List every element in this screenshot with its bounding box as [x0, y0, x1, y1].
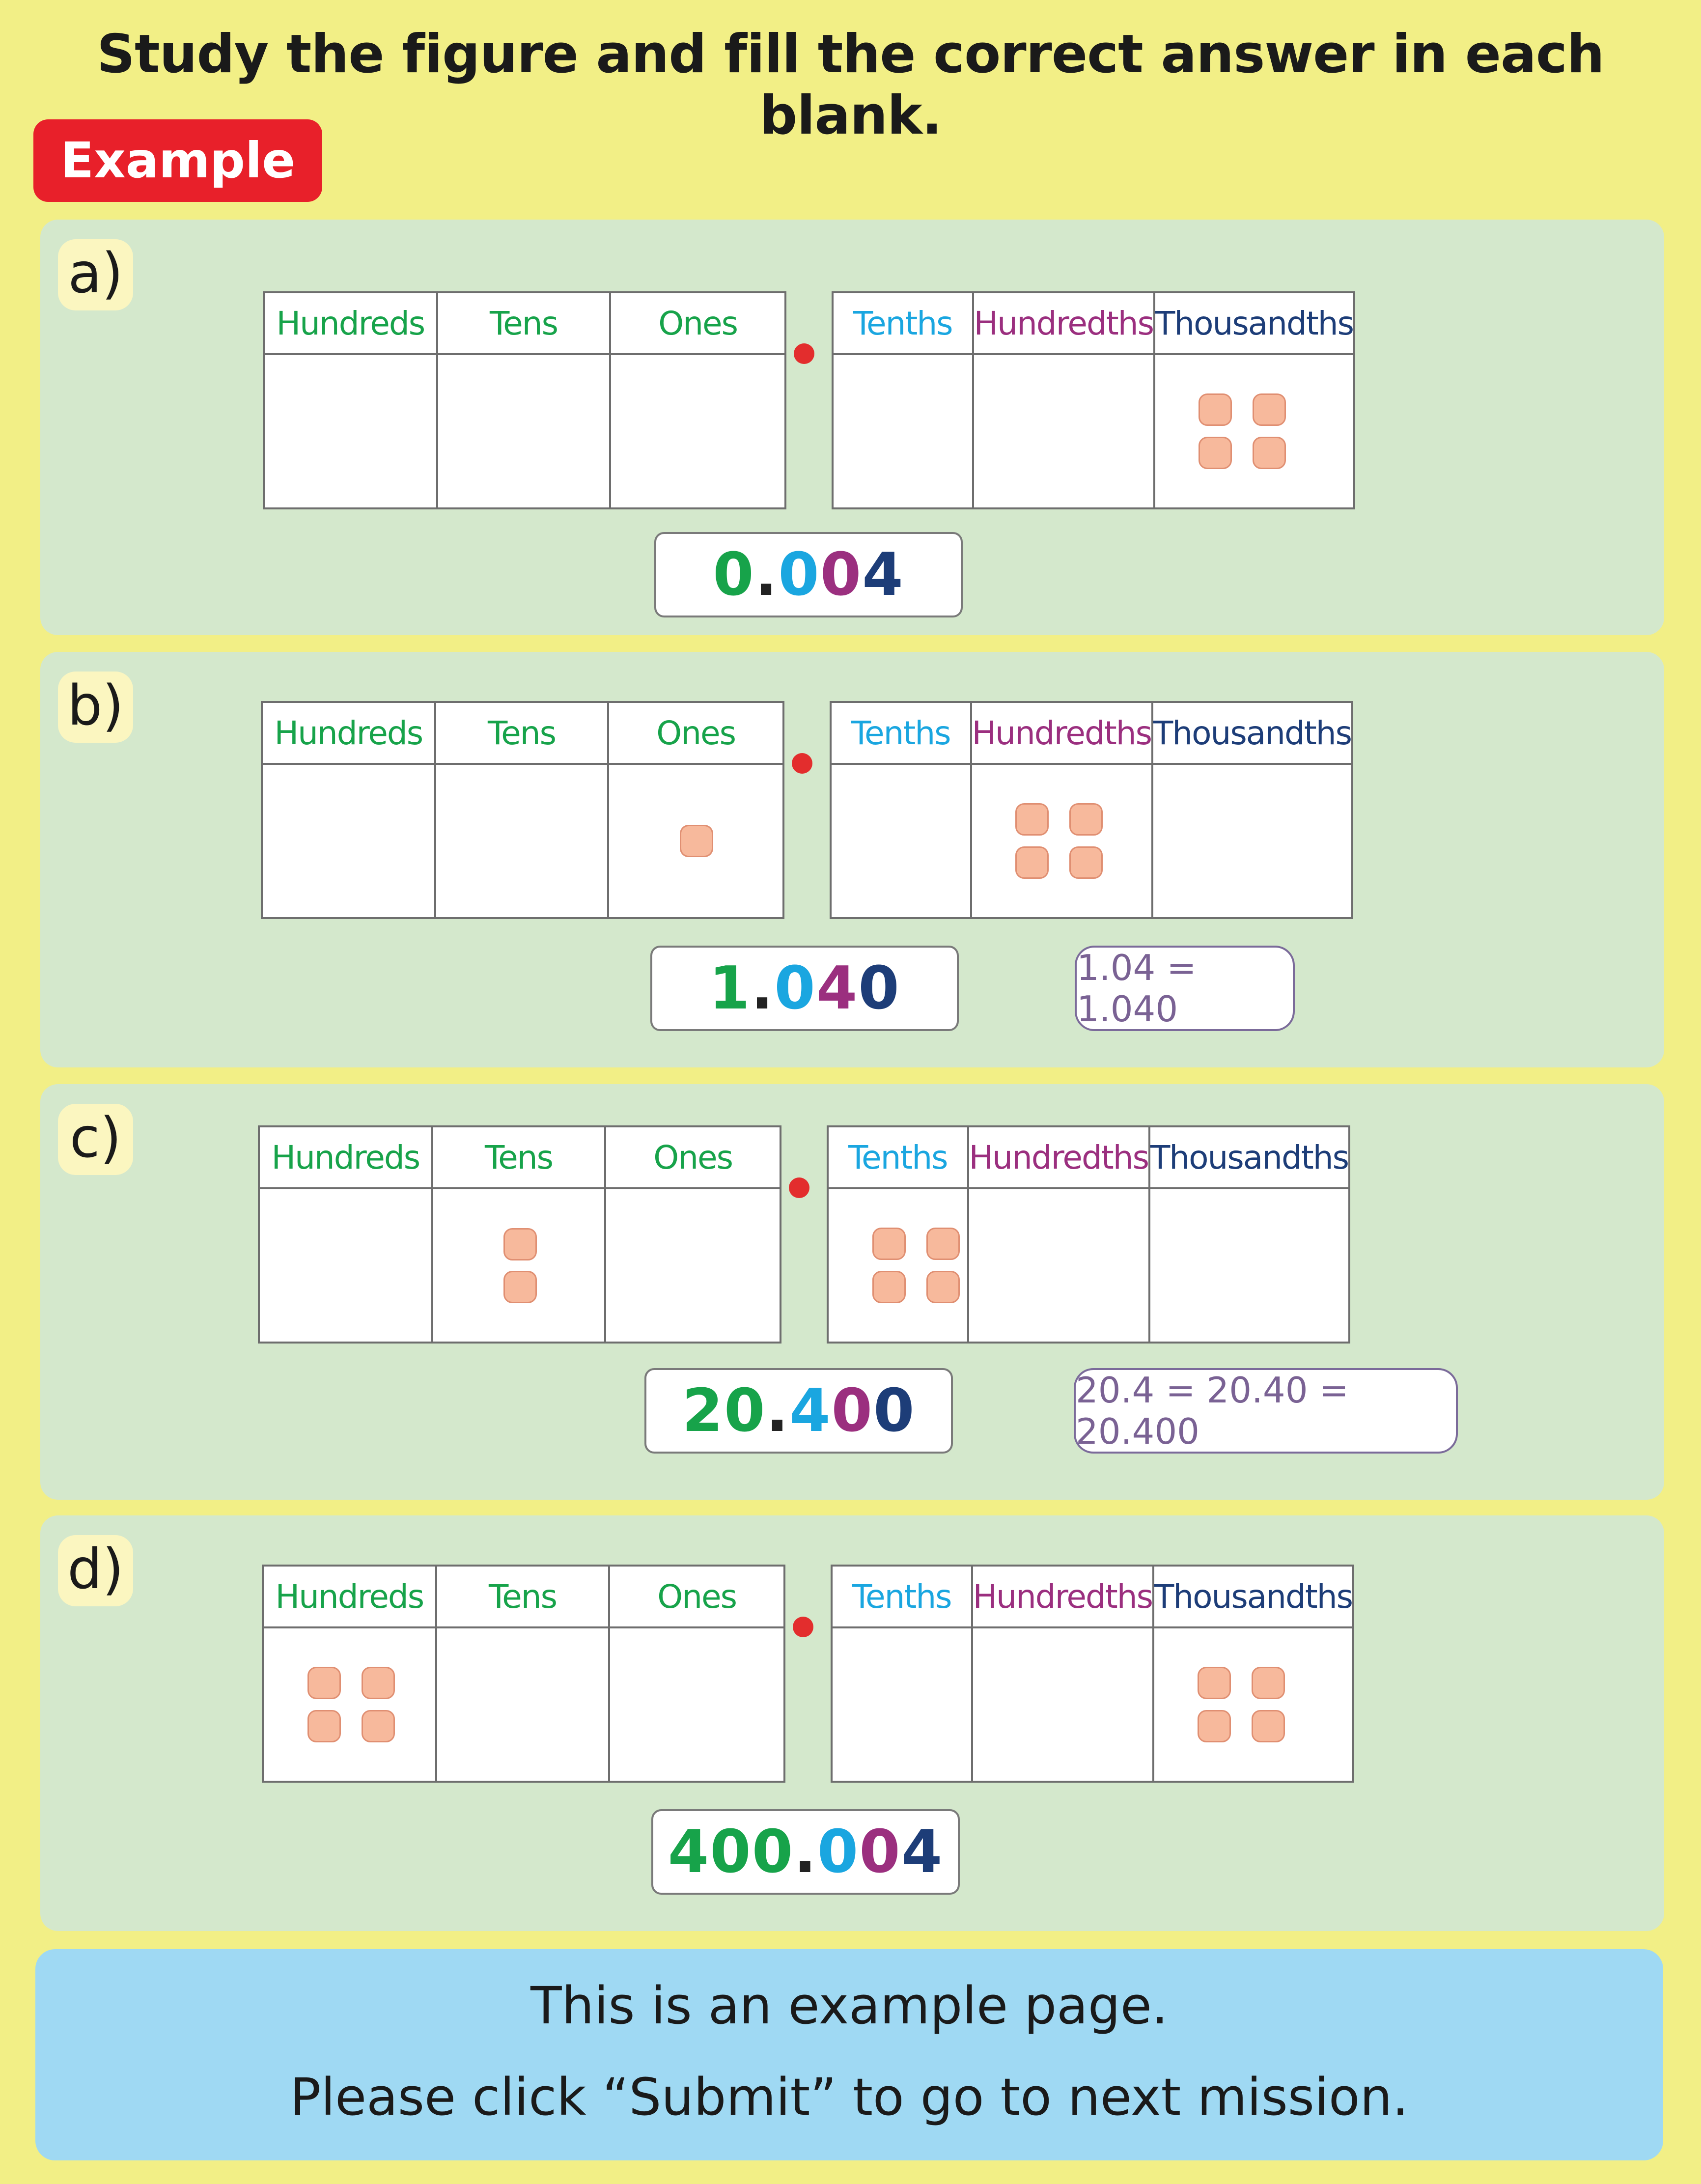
decimal-point-dot	[794, 343, 814, 364]
value-cell-tenths	[833, 1628, 973, 1781]
decimal-point-dot	[793, 1617, 813, 1637]
section-label: c)	[58, 1104, 133, 1175]
column-header-ones: Ones	[611, 293, 784, 355]
info-line-2: Please click “Submit” to go to next mission.	[290, 2067, 1409, 2127]
answer-digits-whole: 1	[709, 954, 751, 1023]
value-cell-thousandths	[1153, 765, 1351, 917]
counter-chip	[1069, 803, 1103, 836]
counter-chip	[1199, 437, 1232, 469]
answer-digits-hundredths: 0	[831, 1376, 874, 1445]
value-cell-hundredths	[972, 765, 1153, 917]
value-cell-thousandths	[1155, 355, 1353, 507]
column-header-ones: Ones	[610, 1567, 783, 1628]
column-header-thousandths: Thousandths	[1154, 1567, 1352, 1628]
place-value-table-decimal	[830, 701, 1353, 919]
value-cell-hundredths	[974, 355, 1155, 507]
value-cell-tens	[433, 1189, 607, 1342]
counter-chip	[1252, 1710, 1285, 1742]
counter-chip	[872, 1228, 906, 1260]
counter-chip	[307, 1710, 341, 1742]
value-cell-tenths	[829, 1189, 969, 1342]
value-cell-tenths	[834, 355, 974, 507]
value-cell-tens	[438, 355, 612, 507]
column-header-hundreds: Hundreds	[264, 1567, 437, 1628]
answer-digits-thousandths: 4	[862, 540, 904, 609]
answer-digits-point: .	[766, 1376, 790, 1445]
counter-chip	[1253, 393, 1286, 426]
info-line-1: This is an example page.	[530, 1976, 1168, 2036]
section-b	[40, 652, 1664, 1067]
counter-chip	[1252, 1667, 1285, 1699]
section-d	[40, 1515, 1664, 1931]
answer-digits-point: .	[794, 1818, 817, 1886]
column-header-thousandths: Thousandths	[1150, 1127, 1348, 1189]
column-header-tens: Tens	[436, 703, 610, 765]
counter-chip	[1253, 437, 1286, 469]
column-header-tens: Tens	[437, 1567, 611, 1628]
answer-digits-thousandths: 0	[873, 1376, 916, 1445]
value-cell-hundredths	[973, 1628, 1154, 1781]
counter-chip	[872, 1271, 906, 1303]
answer-box[interactable]	[654, 532, 963, 617]
place-value-table-decimal	[827, 1125, 1350, 1344]
answer-digits-point: .	[751, 954, 775, 1023]
equivalence-note: 20.4 = 20.40 = 20.400	[1074, 1368, 1458, 1454]
value-cell-tens	[437, 1628, 611, 1781]
section-c	[40, 1084, 1664, 1500]
value-cell-hundreds	[263, 765, 436, 917]
column-header-hundreds: Hundreds	[263, 703, 436, 765]
counter-chip	[503, 1271, 537, 1303]
answer-digits-hundredths: 0	[820, 540, 863, 609]
answer-digits-whole: 400	[668, 1818, 794, 1886]
answer-digits-hundredths: 0	[859, 1818, 901, 1886]
counter-chip	[307, 1667, 341, 1699]
place-value-table-whole	[258, 1125, 781, 1344]
decimal-point-dot	[792, 753, 812, 774]
counter-chip	[680, 825, 713, 857]
column-header-tenths: Tenths	[829, 1127, 969, 1189]
place-value-table-whole	[261, 701, 784, 919]
value-cell-ones	[610, 1628, 783, 1781]
decimal-point-dot	[789, 1177, 809, 1198]
example-badge: Example	[33, 119, 322, 202]
counter-chip	[926, 1228, 960, 1260]
column-header-hundreds: Hundreds	[260, 1127, 433, 1189]
value-cell-ones	[606, 1189, 780, 1342]
answer-digits-tenths: 0	[778, 540, 820, 609]
value-cell-tens	[436, 765, 610, 917]
column-header-tens: Tens	[438, 293, 612, 355]
counter-chip	[1015, 846, 1049, 879]
section-label: a)	[58, 239, 133, 310]
column-header-thousandths: Thousandths	[1155, 293, 1353, 355]
place-value-table-decimal	[831, 1565, 1354, 1783]
counter-chip	[1199, 393, 1232, 426]
column-header-thousandths: Thousandths	[1153, 703, 1351, 765]
answer-box[interactable]	[651, 1809, 960, 1895]
value-cell-hundredths	[969, 1189, 1150, 1342]
info-panel	[35, 1949, 1663, 2160]
equivalence-note: 1.04 = 1.040	[1075, 946, 1295, 1031]
answer-digits-point: .	[754, 540, 779, 609]
answer-digits-thousandths: 4	[901, 1818, 944, 1886]
column-header-hundredths: Hundredths	[969, 1127, 1150, 1189]
counter-chip	[1198, 1667, 1231, 1699]
column-header-hundredths: Hundredths	[973, 1567, 1154, 1628]
instruction-text: Study the figure and fill the correct answer in each blank.	[97, 24, 1604, 146]
value-cell-hundreds	[264, 1628, 437, 1781]
column-header-hundredths: Hundredths	[974, 293, 1155, 355]
answer-digits-whole: 20	[682, 1376, 766, 1445]
counter-chip	[362, 1667, 395, 1699]
section-label: d)	[58, 1535, 133, 1606]
counter-chip	[926, 1271, 960, 1303]
answer-digits-tenths: 4	[789, 1376, 832, 1445]
value-cell-ones	[609, 765, 782, 917]
value-cell-tenths	[832, 765, 972, 917]
answer-box[interactable]	[650, 946, 959, 1031]
column-header-tens: Tens	[433, 1127, 607, 1189]
answer-digits-thousandths: 0	[858, 954, 900, 1023]
column-header-hundreds: Hundreds	[265, 293, 438, 355]
counter-chip	[1198, 1710, 1231, 1742]
column-header-hundredths: Hundredths	[972, 703, 1153, 765]
counter-chip	[362, 1710, 395, 1742]
value-cell-ones	[611, 355, 784, 507]
column-header-tenths: Tenths	[833, 1567, 973, 1628]
counter-chip	[503, 1228, 537, 1260]
column-header-ones: Ones	[609, 703, 782, 765]
place-value-table-whole	[263, 291, 786, 509]
value-cell-thousandths	[1150, 1189, 1348, 1342]
section-label: b)	[58, 672, 133, 743]
column-header-tenths: Tenths	[832, 703, 972, 765]
section-a	[40, 220, 1664, 635]
answer-digits-hundredths: 4	[816, 954, 859, 1023]
place-value-table-whole	[262, 1565, 785, 1783]
answer-digits-tenths: 0	[817, 1818, 860, 1886]
value-cell-thousandths	[1154, 1628, 1352, 1781]
column-header-tenths: Tenths	[834, 293, 974, 355]
value-cell-hundreds	[260, 1189, 433, 1342]
answer-box[interactable]	[644, 1368, 953, 1454]
answer-digits-whole: 0	[713, 540, 755, 609]
column-header-ones: Ones	[606, 1127, 780, 1189]
counter-chip	[1015, 803, 1049, 836]
counter-chip	[1069, 846, 1103, 879]
place-value-table-decimal	[832, 291, 1355, 509]
value-cell-hundreds	[265, 355, 438, 507]
answer-digits-tenths: 0	[774, 954, 816, 1023]
